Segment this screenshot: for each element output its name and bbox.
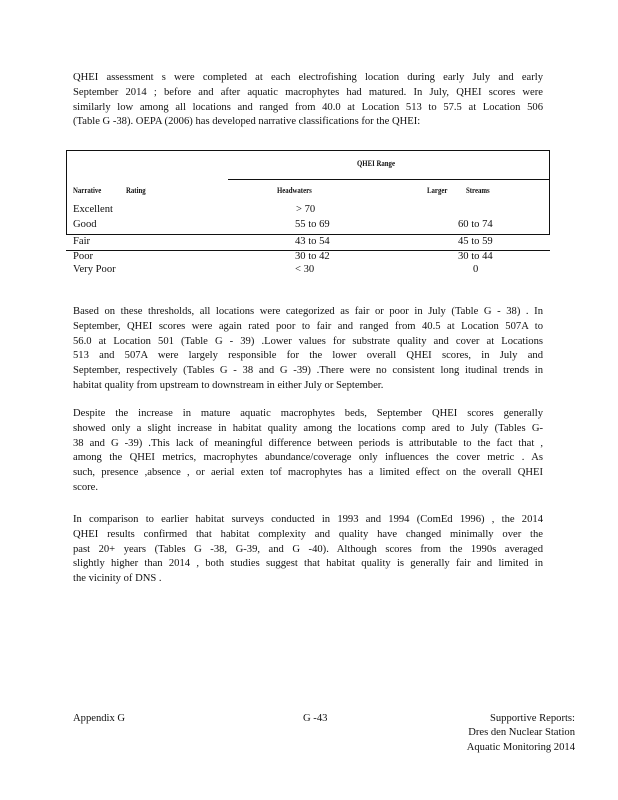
paragraph-qhei-assessment	[73, 71, 543, 130]
larger-good: 60 to 74	[458, 219, 493, 230]
footer-report-line: Aquatic Monitoring 2014	[466, 741, 575, 753]
table-rule-fair-top	[66, 234, 550, 235]
larger-very-poor: 0	[473, 264, 479, 275]
rating-very-poor: Very Poor	[73, 264, 116, 275]
qhei-classification-table	[66, 150, 550, 278]
headwaters-fair: 43 to 54	[295, 236, 330, 247]
larger-header: Larger	[427, 186, 448, 195]
footer-report-info	[455, 712, 575, 755]
text-line: past 20+ years (Tables G -38, G-39, and G -40). Although scores from the 1990s averaged	[73, 543, 543, 555]
text-line: September, QHEI scores were again rated poor to fair and ranged from 40.5 at Location 507A to	[73, 320, 543, 332]
paragraph-macrophytes	[73, 407, 543, 496]
headwaters-good: 55 to 69	[295, 219, 330, 230]
headwaters-header: Headwaters	[277, 186, 312, 195]
text-line: QHEI assessment s were completed at each electrofishing location during early July and early	[73, 72, 543, 83]
footer-page-number: G -43	[303, 713, 328, 724]
headwaters-very-poor: < 30	[295, 264, 315, 275]
text-line: similarly low among all locations and ranged from 40.0 at Location 513 to 57.5 at Location 506	[73, 101, 543, 113]
text-line: 38 and G -39) .This lack of meaningful difference between periods is attributable to the fact that ,	[73, 437, 543, 449]
text-line: score.	[73, 481, 98, 493]
rating-poor: Poor	[73, 251, 94, 262]
headwaters-excellent: > 70	[296, 204, 316, 215]
text-line: In comparison to earlier habitat surveys conducted in 1993 and 1994 (ComEd 1996) , the 2014	[73, 514, 543, 525]
footer-report-line: Dres den Nuclear Station	[468, 727, 575, 739]
larger-poor: 30 to 44	[458, 251, 493, 262]
narrative-header: Narrative	[73, 186, 102, 195]
headwaters-poor: 30 to 42	[295, 251, 330, 262]
text-line: Based on these thresholds, all locations were categorized as fair or poor in July (Table G - 38) . In	[73, 306, 543, 317]
text-line: the vicinity of DNS .	[73, 573, 162, 585]
text-line: QHEI results confirmed that habitat complexity and quality have changed minimally over the	[73, 528, 543, 540]
footer-appendix: Appendix G	[73, 713, 126, 724]
footer-report-line: Supportive Reports:	[489, 713, 575, 724]
text-line: among the QHEI metrics, macrophytes abundance/coverage only influences the cover metric . As	[73, 452, 543, 464]
rating-good: Good	[73, 219, 97, 230]
larger-fair: 45 to 59	[458, 236, 493, 247]
qhei-range-header: QHEI Range	[357, 159, 395, 168]
table-rule-subheader	[228, 179, 550, 180]
text-line: September, respectively (Tables G - 38 and G -39) .There were no consistent long itudinal trends in	[73, 365, 543, 377]
text-line: (Table G -38). OEPA (2006) has developed narrative classifications for the QHEI:	[73, 116, 421, 128]
streams-header: Streams	[466, 186, 490, 195]
text-line: habitat quality from upstream to downstream in either July or September.	[73, 379, 384, 391]
text-line: slightly higher than 2014 , both studies suggest that habitat quality is generally fair and limited in	[73, 558, 543, 570]
rating-excellent: Excellent	[73, 204, 114, 215]
text-line: Despite the increase in mature aquatic macrophytes beds, September QHEI scores generally	[73, 408, 543, 419]
table-rule-right	[549, 150, 550, 235]
paragraph-thresholds	[73, 305, 543, 394]
paragraph-comparison	[73, 513, 543, 587]
text-line: such, presence ,absence , or aerial exten tof macrophytes has a limited effect on the overall QHEI	[73, 467, 543, 479]
table-rule-top	[66, 150, 550, 151]
text-line: September 2014 ; before and after aquatic macrophytes had matured. In July, QHEI scores were	[73, 86, 543, 98]
text-line: showed only a slight increase in habitat quality among the locations comp ared to July (Tables G-	[73, 422, 543, 434]
text-line: 513 and 507A were largely responsible for the lower overall QHEI scores, in July and	[73, 350, 543, 362]
rating-header: Rating	[126, 186, 146, 195]
table-rule-left	[66, 150, 67, 235]
rating-fair: Fair	[73, 236, 91, 247]
text-line: 56.0 at Location 501 (Table G - 39) .Lower values for substrate quality and cover at Locations	[73, 335, 543, 347]
